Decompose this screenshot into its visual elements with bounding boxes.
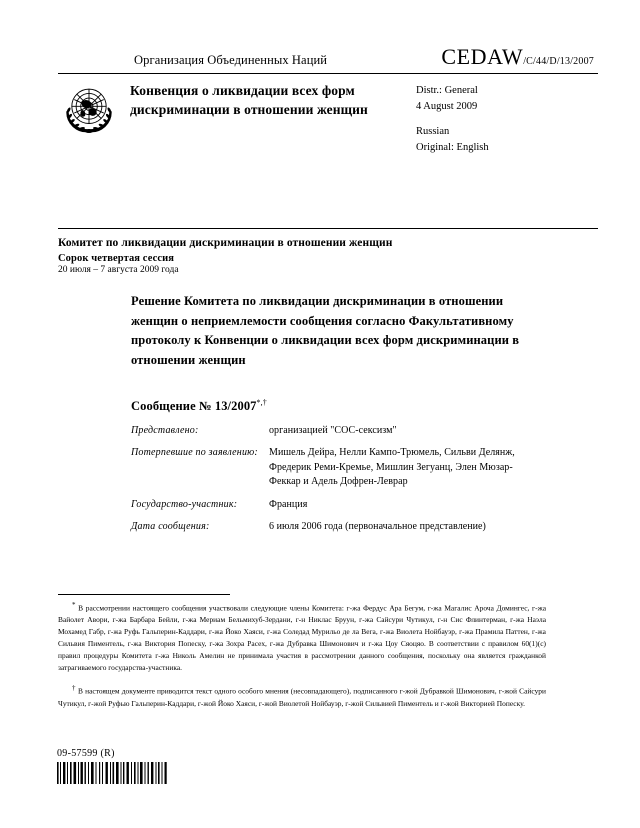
communication-metadata-table: [131, 424, 531, 542]
distribution-block: [416, 81, 489, 155]
committee-divider: [58, 228, 598, 229]
footnotes: [58, 600, 546, 719]
footnote-asterisk: [58, 600, 546, 674]
document-symbol-main: CEDAW: [441, 44, 524, 69]
decision-title: Решение Комитета по ликвидации дискриминации в отношении женщин о неприемлемости сообщения согласно Факультативному протоколу к Конвенции о ликвидации всех форм дискриминации в отношении женщин: [131, 294, 520, 367]
footnote-marker-asterisk: *: [72, 601, 76, 609]
original-language: Original: English: [416, 141, 489, 153]
un-emblem-icon: [58, 83, 120, 137]
document-symbol-suffix: /C/44/D/13/2007: [523, 56, 594, 67]
session-number: Сорок четвертая сессия: [58, 253, 175, 265]
communication-number-label: Сообщение № 13/2007: [131, 399, 257, 414]
masthead-body: [58, 81, 598, 155]
table-row: [131, 520, 531, 542]
communication-footnote-markers: *,†: [256, 398, 267, 407]
metadata-label-submitted-by: Представлено:: [131, 425, 199, 436]
footnote-marker-dagger: †: [72, 684, 76, 693]
footnote-separator: [58, 594, 230, 595]
masthead-divider: [58, 73, 598, 74]
metadata-label-alleged-victims: Потерпевшие по заявлению:: [131, 447, 258, 459]
convention-title: Конвенция о ликвидации всех форм дискриминации в отношении женщин: [130, 83, 368, 118]
document-language: Russian: [416, 126, 450, 138]
distribution-type: Distr.: General: [416, 85, 478, 96]
table-row: [131, 498, 531, 520]
committee-heading: [58, 228, 598, 275]
masthead: [58, 44, 598, 155]
barcode: [57, 762, 169, 784]
metadata-label-date-of-communication: Дата сообщения:: [131, 520, 210, 532]
table-row: [131, 446, 531, 497]
footnote-text-dagger: В настоящем документе приводится текст одного особого мнения (несовпадающего), подписанного г-жой Дубравкой Шимонович, г-жой Сайсури Чутикул, г-жой Руфью Гальперин-Каддари, г-жой Йоко Хаяси, г-жой Виолетой Нойбауэр, г-жой Сильвией Пиментель и г-жой Викторией Попеску.: [58, 686, 546, 708]
document-symbol: [441, 44, 594, 70]
metadata-value-state-party: Франция: [269, 498, 308, 510]
metadata-value-date-of-communication: 6 июля 2006 года (первоначальное представление): [269, 520, 486, 532]
committee-name: Комитет по ликвидации дискриминации в отношении женщин: [58, 237, 393, 249]
distribution-date: 4 August 2009: [416, 100, 478, 112]
metadata-value-submitted-by: организацией "СОС-сексизм": [269, 425, 397, 436]
document-job-number: 09-57599 (R): [57, 748, 115, 759]
organization-name: Организация Объединенных Наций: [134, 53, 328, 67]
metadata-value-alleged-victims: Мишель Дейра, Нелли Кампо-Трюмель, Сильви Делянж, Фредерик Реми-Кремье, Мишлин Зегуанц, Элен Мюзар-Феккар и Адель Дофрен-Леврар: [269, 447, 515, 488]
footnote-dagger: [58, 683, 546, 709]
masthead-top-row: [58, 44, 598, 73]
page-footer: [57, 748, 169, 784]
footnote-text-asterisk: В рассмотрении настоящего сообщения участвовали следующие члены Комитета: г-жа Фердус Ара Бегум, г-жа Магалис Ароча Домингес, г-жа Вайолет Авори, г-жа Барбара Бейли, г-жа Мериам Бельмихуб-Зердани, г-н Никлас Бруун, г-жа Сайсури Чутикул, г-н Сис Флинтерман, г-жа Наэла Мохамед Габр, г-жа Руфь Гальперин-Каддари, г-жа Йоко Хаяси, г-жа Соледад Мурильо де ла Вега, г-жа Виолета Нойбауэр, г-жа Прамила Паттен, г-жа Сильвия Пиментель, г-жа Виктория Попеску, г-жа Зохра Расех, г-жа Дубравка Шимонович и г-жа Цоу Сяоцяо. В соответствии с правилом 60(1)(с) правил процедуры Комитета г-жа Николь Амелин не принимала участия в рассмотрении данного сообщения, поскольку она является гражданкой затрагиваемого государства-участника.: [58, 603, 547, 673]
session-dates: 20 июля – 7 августа 2009 года: [58, 265, 179, 276]
communication-number: [131, 398, 267, 414]
table-row: [131, 424, 531, 446]
metadata-label-state-party: Государство-участник:: [131, 498, 238, 510]
